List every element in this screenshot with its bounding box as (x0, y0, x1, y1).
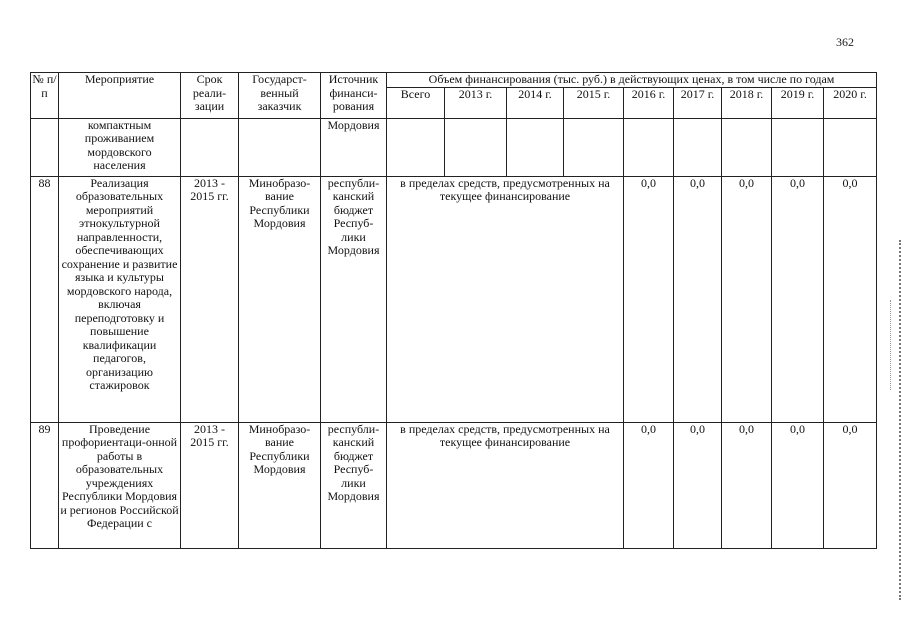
row-event: Реализация образовательных мероприятий этнокультурной направленности, обеспечивающих сохранение и развитие языка и культуры мордовского народа, включая переподготовку и повышение квалификации педагогов, организацию стажировок (59, 176, 181, 422)
row-term: 2013 - 2015 гг. (181, 176, 239, 422)
header-row (31, 73, 877, 88)
header-volume: Объем финансирования (тыс. руб.) в действующих ценах, в том числе по годам (387, 73, 877, 88)
header-customer: Государст-венный заказчик (239, 73, 321, 119)
header-source: Источник финанси-рования (321, 73, 387, 119)
header-event: Мероприятие (59, 73, 181, 119)
header-year: 2016 г. (624, 87, 674, 118)
row-source: республи-канский бюджет Респуб-лики Мордовия (321, 422, 387, 548)
table-row (31, 118, 877, 176)
row-customer: Минобразо-вание Республики Мордовия (239, 422, 321, 548)
row-cell (507, 118, 564, 176)
scan-edge-marks (896, 240, 901, 600)
row-cell (387, 118, 445, 176)
row-cell (674, 118, 722, 176)
row-value: 0,0 (624, 422, 674, 548)
row-value: 0,0 (824, 422, 877, 548)
header-term: Срок реали-зации (181, 73, 239, 119)
header-year: Всего (387, 87, 445, 118)
page-number: 362 (836, 35, 854, 49)
row-num: 88 (31, 176, 59, 422)
row-num: 89 (31, 422, 59, 548)
row-cell (564, 118, 624, 176)
row-value: 0,0 (674, 176, 722, 422)
header-year: 2013 г. (445, 87, 507, 118)
row-customer: Минобразо-вание Республики Мордовия (239, 176, 321, 422)
table-row (31, 422, 877, 548)
row-value: 0,0 (624, 176, 674, 422)
row-financing: в пределах средств, предусмотренных на текущее финансирование (387, 176, 624, 422)
table-row (31, 176, 877, 422)
row-value: 0,0 (674, 422, 722, 548)
row-financing: в пределах средств, предусмотренных на текущее финансирование (387, 422, 624, 548)
header-year: 2014 г. (507, 87, 564, 118)
header-year: 2018 г. (722, 87, 772, 118)
row-term (181, 118, 239, 176)
header-year: 2019 г. (772, 87, 824, 118)
row-source: Мордовия (321, 118, 387, 176)
row-value: 0,0 (722, 422, 772, 548)
row-cell (624, 118, 674, 176)
row-value: 0,0 (824, 176, 877, 422)
header-num: № п/п (31, 73, 59, 119)
row-value: 0,0 (772, 422, 824, 548)
header-year: 2015 г. (564, 87, 624, 118)
row-cell (772, 118, 824, 176)
header-year: 2017 г. (674, 87, 722, 118)
row-event: Проведение профориентаци-онной работы в образовательных учреждениях Республики Мордовия и регионов Российской Федерации с (59, 422, 181, 548)
row-cell (824, 118, 877, 176)
financing-table (30, 72, 877, 549)
row-source: республи-канский бюджет Респуб-лики Мордовия (321, 176, 387, 422)
row-event: компактным проживанием мордовского населения (59, 118, 181, 176)
row-cell (722, 118, 772, 176)
row-cell (445, 118, 507, 176)
header-year: 2020 г. (824, 87, 877, 118)
row-customer (239, 118, 321, 176)
scan-edge-marks (889, 300, 891, 390)
row-num (31, 118, 59, 176)
row-value: 0,0 (722, 176, 772, 422)
row-value: 0,0 (772, 176, 824, 422)
row-term: 2013 - 2015 гг. (181, 422, 239, 548)
